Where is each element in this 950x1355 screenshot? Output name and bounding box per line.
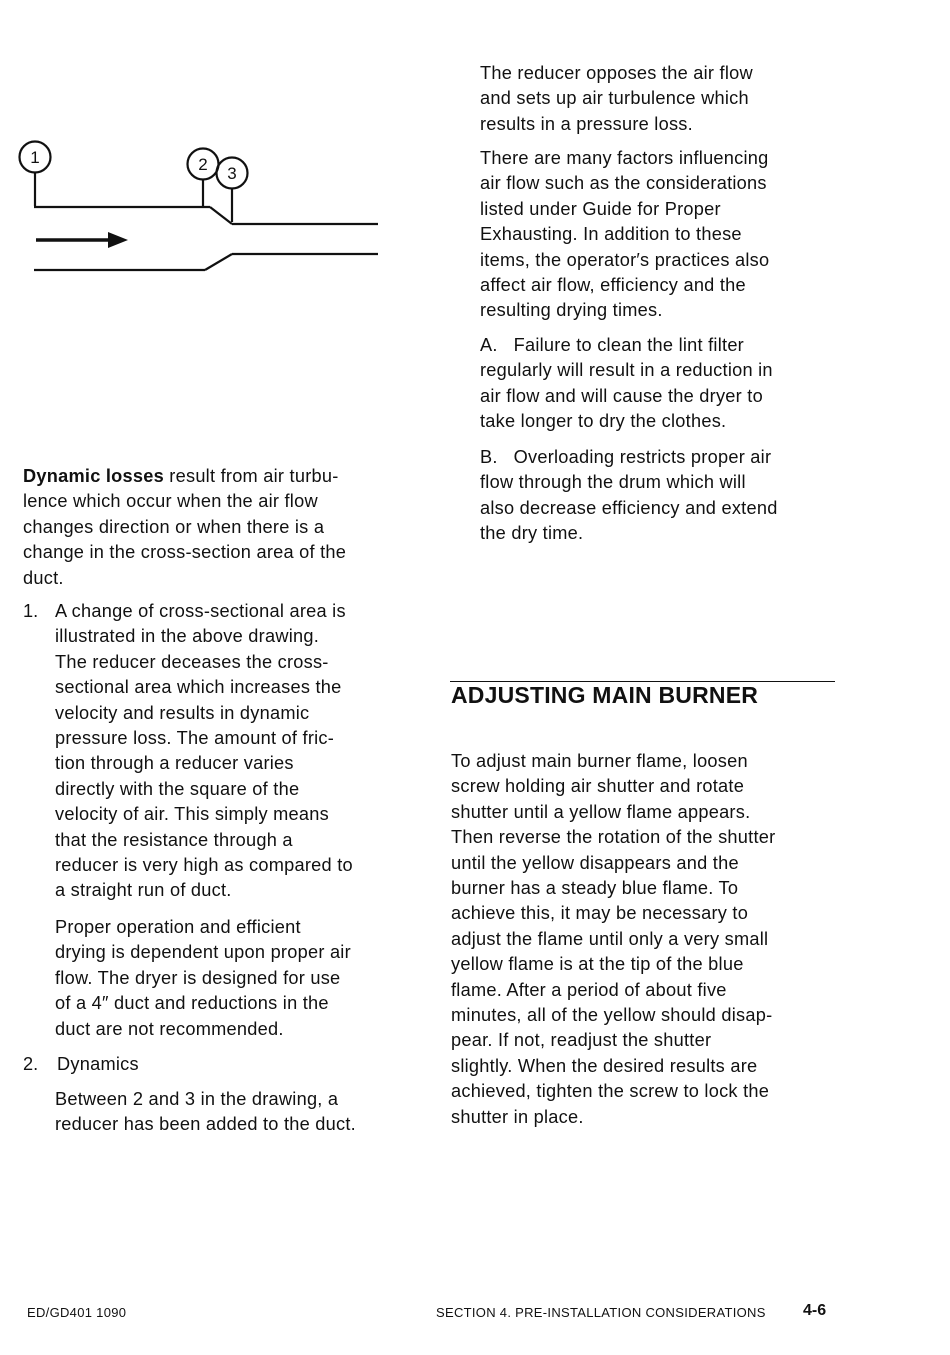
burner-paragraph: To adjust main burner flame, loosen screw holding air shutter and rotate shutter until a yellow flame appears. Then reverse the rotation of the shutter until the yellow disappears and the burner has a steady blue flame. To achieve this, it may be necessary to adjust the flame until only a very small yellow flame is at the tip of the blue flame. After a period of about five minutes, all of the yellow should disap- pear. If not, readjust the shutter slightly. When the desired results are achieved, tighten the screw to lock the shutter in place. — [451, 751, 776, 1127]
flow-arrow-icon — [108, 232, 128, 248]
section-heading: ADJUSTING MAIN BURNER — [451, 682, 759, 708]
footer-page-number: 4-6 — [803, 1302, 827, 1319]
dynamic-losses-term: Dynamic losses — [23, 466, 164, 486]
item-b-paragraph: B. Overloading restricts proper air flow through the drum which will also decrease efficiency and extend the dry time. — [480, 447, 778, 544]
factors-paragraph: There are many factors influencing air flow such as the considerations listed under Guide for Proper Exhausting. In addition to these items, the operator′s practices also affect air flow, efficiency and the resulting drying times. — [480, 148, 770, 321]
dynamic-losses-paragraph — [23, 464, 346, 591]
item-1-text: A change of cross-sectional area is illustrated in the above drawing. The reducer deceases the cross- sectional area which increases the velocity and results in dynamic pressure loss. The amount of fric- tion through a reducer varies directly with the square of the velocity of air. This simply means that the resistance through a reducer is very high as compared to a straight run of duct. — [55, 601, 353, 901]
duct-reducer-diagram — [10, 130, 390, 290]
item-2-text: Between 2 and 3 in the drawing, a reducer has been added to the duct. — [55, 1089, 356, 1135]
item-1-text-continued: Proper operation and efficient drying is dependent upon proper air flow. The dryer is designed for use of a 4″ duct and reductions in the duct are not recommended. — [55, 917, 351, 1039]
item-a-paragraph: A. Failure to clean the lint filter regularly will result in a reduction in air flow and will cause the dryer to take longer to dry the clothes. — [480, 335, 773, 432]
dynamic-losses-text: result from air turbu- lence which occur when the air flow changes direction or when there is a change in the cross-section area of the duct. — [23, 466, 347, 588]
footer-section: SECTION 4. PRE-INSTALLATION CONSIDERATIONS — [436, 1305, 766, 1320]
marker-3-label: 3 — [227, 164, 237, 183]
footer-doc-id: ED/GD401 1090 — [27, 1305, 127, 1320]
marker-2-label: 2 — [198, 155, 208, 174]
reducer-paragraph: The reducer opposes the air flow and sets up air turbulence which results in a pressure loss. — [480, 63, 753, 134]
marker-1-label: 1 — [30, 148, 40, 167]
item-2-number: 2. — [23, 1054, 39, 1074]
item-1-number: 1. — [23, 601, 39, 621]
item-2-title: Dynamics — [57, 1054, 139, 1074]
